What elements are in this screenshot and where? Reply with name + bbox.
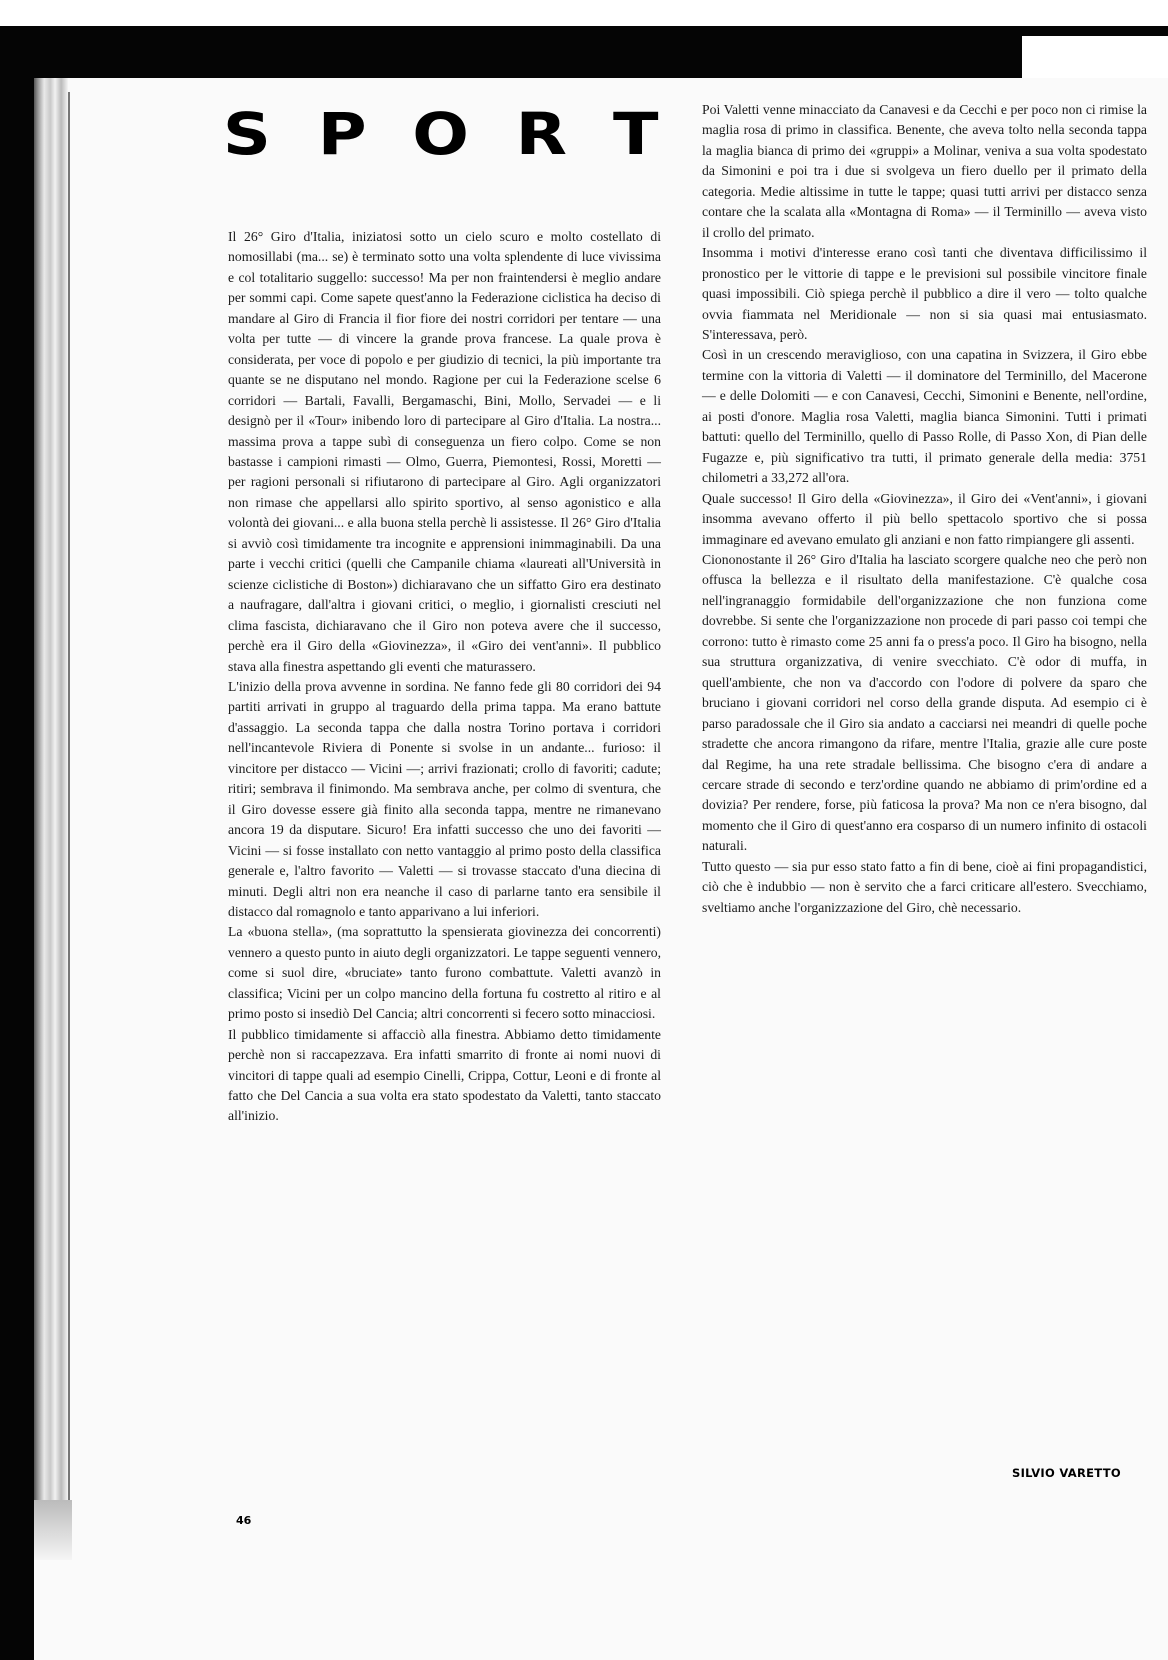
scan-margin: [0, 0, 1168, 26]
title-letter: S: [222, 100, 271, 168]
page-number: 46: [236, 1514, 252, 1527]
article-paragraph: Tutto questo — sia pur esso stato fatto a fin di bene, cioè ai fini propagandistici, ciò che è indubbio — non è servito che a farci criticare all'estero. Svecchiamo, sveltiamo anche l'organizzazione del Giro, chè necessario.: [702, 858, 1147, 915]
article-paragraph: Insomma i motivi d'interesse erano così tanti che diventava difficilissimo il pronostico per le vittorie di tappe e le previsioni sul possibile vincitore finale quasi impossibili. Ciò spiega perchè il pubblico a dire il vero — tolto qualche ovvia fiammata nel Meridionale — non si sia quasi mai entusiasmato. S'interessava, però.: [702, 245, 1147, 342]
page-curl: [34, 1500, 72, 1560]
article-paragraph: Così in un crescendo meraviglioso, con una capatina in Svizzera, il Giro ebbe termine con la vittoria di Valetti — il dominatore del Terminillo, del Macerone — e delle Dolomiti — e con Canavesi, Cecchi, Simonini e Benente, nell'ordine, ai posti d'onore. Maglia rosa Valetti, maglia bianca Simonini. Tutti i primati battuti: quello del Terminillo, quello di Passo Rolle, di Passo Xon, di Pian delle Fugazze e, più significativo tra tutti, il primato generale della media: 3751 chilometri a 33,272 all'ora.: [702, 347, 1147, 486]
article-paragraph: Il 26° Giro d'Italia, iniziatosi sotto un cielo scuro e molto costellato di nomosillabi (ma... se) è terminato sotto una volta splendente di luce vivissima e col totalitario suggello: successo! Ma per non fraintendersi è meglio andare per sommi capi. Come sapete quest'anno la Federazione ciclistica ha deciso di mandare al Giro di Francia il fior fiore dei nostri corridori per tentare — una volta per tutte — di vincere la grande prova francese. La quale prova è considerata, per voce di popolo e per giudizio di tecnici, la più importante tra quante se ne disputano nel mondo. Ragione per cui la Federazione scelse 6 corridori — Bartali, Favalli, Bergamaschi, Bini, Mollo, Servadei — e li designò per il «Tour» inibendo loro di partecipare al Giro d'Italia. La nostra... massima prova a tappe subì di conseguenza un fiero colpo. Come se non bastasse i campioni rimasti — Olmo, Guerra, Piemontesi, Rossi, Moretti — per ragioni personali si rifiutarono di partecipare al Giro. Agli organizzatori non rimase che appellarsi allo spirito sportivo, al senso agonistico e alla volontà dei giovani... e alla buona stella perchè li assistesse. Il 26° Giro d'Italia si avviò così timidamente tra incognite e apprensioni inimmaginabili. Da una parte i vecchi critici (quelli che Campanile chiama «laureati all'Università in scienze ciclistiche di Boston») dichiaravano che un siffatto Giro era destinato a naufragare, dall'altra i giovani critici, o meglio, i giornalisti cresciuti nel clima fascista, dichiaravano che il Giro non poteva avere che il successo, perchè era il Giro della «Giovinezza», il «Giro dei vent'anni». Il pubblico stava alla finestra aspettando gli eventi che maturassero.: [228, 229, 661, 674]
article-column-right: [702, 100, 1147, 918]
article-paragraph: Ciononostante il 26° Giro d'Italia ha lasciato scorgere qualche neo che però non offusca la bellezza e il risultato della manifestazione. C'è qualche cosa nell'ingranaggio formidabile dell'organizzazione che non funziona come dovrebbe. Si sente che l'organizzazione non procede di pari passo coi tempi che corrono: tutto è rimasto come 25 anni fa o press'a poco. Il Giro ha bisogno, nella sua struttura organizzativa, di venire svecchiato. C'è odor di muffa, in quell'ambiente, che non va d'accordo con l'odore di polvere da sparo che bruciano i giovani corridori nel corso della grande disputa. Ad esempio ci è parso paradossale che il Giro sia andato a cacciarsi nei meandri di quelle poche stradette che ancora rimangono da rifare, mentre l'Italia, grazie alle cure poste dal Regime, ha una rete stradale bellissima. Che bisogno c'era di andare a cercare strade di secondo e terz'ordine quando ne abbiamo di prim'ordine ed a dovizia? Per rendere, forse, più faticosa la prova? Ma non ce n'era bisogno, dal momento che il Giro di quest'anno era cosparso di un numero infinito di ostacoli naturali.: [702, 551, 1147, 854]
article-paragraph: Quale successo! Il Giro della «Giovinezza», il Giro dei «Vent'anni», i giovani insomma avevano offerto il più bello spettacolo sportivo che si possa immaginare ed avevano emulato gli anziani e non fatto rimpiangere gli assenti.: [702, 490, 1147, 547]
title-letter: O: [412, 100, 470, 168]
binding-crease: [68, 92, 70, 1532]
article-paragraph: L'inizio della prova avvenne in sordina. Ne fanno fede gli 80 corridori dei 94 partiti arrivati in gruppo al traguardo della prima tappa. Ma erano battute d'assaggio. La seconda tappa che dalla nostra Torino portava i corridori nell'incantevole Riviera di Ponente si svolse in un andante... furioso: il vincitore per distacco — Vicini —; arrivi frazionati; crollo di favoriti; cadute; ritiri; sembrava il finimondo. Ma sembrava anche, per colmo di sventura, che il Giro dovesse essere già finito alla seconda tappa, mentre ne rimanevano ancora 19 da disputare. Sicuro! Era infatti successo che uno dei favoriti — Vicini — si fosse installato con netto vantaggio al primo posto della classifica generale e, l'altro favorito — Valetti — si trovasse staccato d'una diecina di minuti. Degli altri non era neanche il caso di parlarne tanto era sensibile il distacco dal romagnolo e tanto apparivano a lui inferiori.: [228, 678, 661, 919]
scan-border-top: [0, 26, 1022, 78]
title-letter: P: [317, 100, 367, 168]
article-paragraph: La «buona stella», (ma soprattutto la spensierata giovinezza dei concorrenti) vennero a questo punto in aiuto degli organizzatori. Le tappe seguenti vennero, come si suol dire, «bruciate» tanto furono combattute. Valetti avanzò in classifica; Vicini per un colpo mancino della fortuna fu costretto al ritiro e al primo posto si insediò Del Cancia; altri concorrenti si fecero sotto minacciosi.: [228, 924, 661, 1022]
page-binding: [34, 78, 68, 1548]
title-letter: R: [515, 100, 567, 168]
article-column-left: [228, 227, 661, 1127]
section-title: [222, 100, 659, 168]
title-letter: T: [613, 100, 659, 168]
author-signature: SILVIO VARETTO: [1012, 1466, 1121, 1480]
article-paragraph: Il pubblico timidamente si affacciò alla finestra. Abbiamo detto timidamente perchè non si raccapezzava. Era infatti smarrito di fronte ai nomi nuovi di vincitori di tappe quali ad esempio Cinelli, Crippa, Cottur, Leoni e di fronte al fatto che Del Cancia a sua volta era stato spodestato da Valetti, tanto staccato all'inizio.: [228, 1026, 661, 1124]
scan-border-top-right: [1022, 26, 1168, 36]
article-paragraph: Poi Valetti venne minacciato da Canavesi e da Cecchi e per poco non ci rimise la maglia rosa di primo in classifica. Benente, che aveva tolto nella seconda tappa la maglia bianca di primo dei «gruppi» a Molinar, veniva a sua volta spodestato da Simonini e poi tra i due si svolgeva un fiero duello per il primato della categoria. Medie altissime in tutte le tappe; quasi tutti arrivi per distacco senza contare che la scalata alla «Montagna di Roma» — il Terminillo — aveva visto il crollo del primato.: [702, 102, 1147, 240]
scan-border-left: [0, 26, 34, 1660]
